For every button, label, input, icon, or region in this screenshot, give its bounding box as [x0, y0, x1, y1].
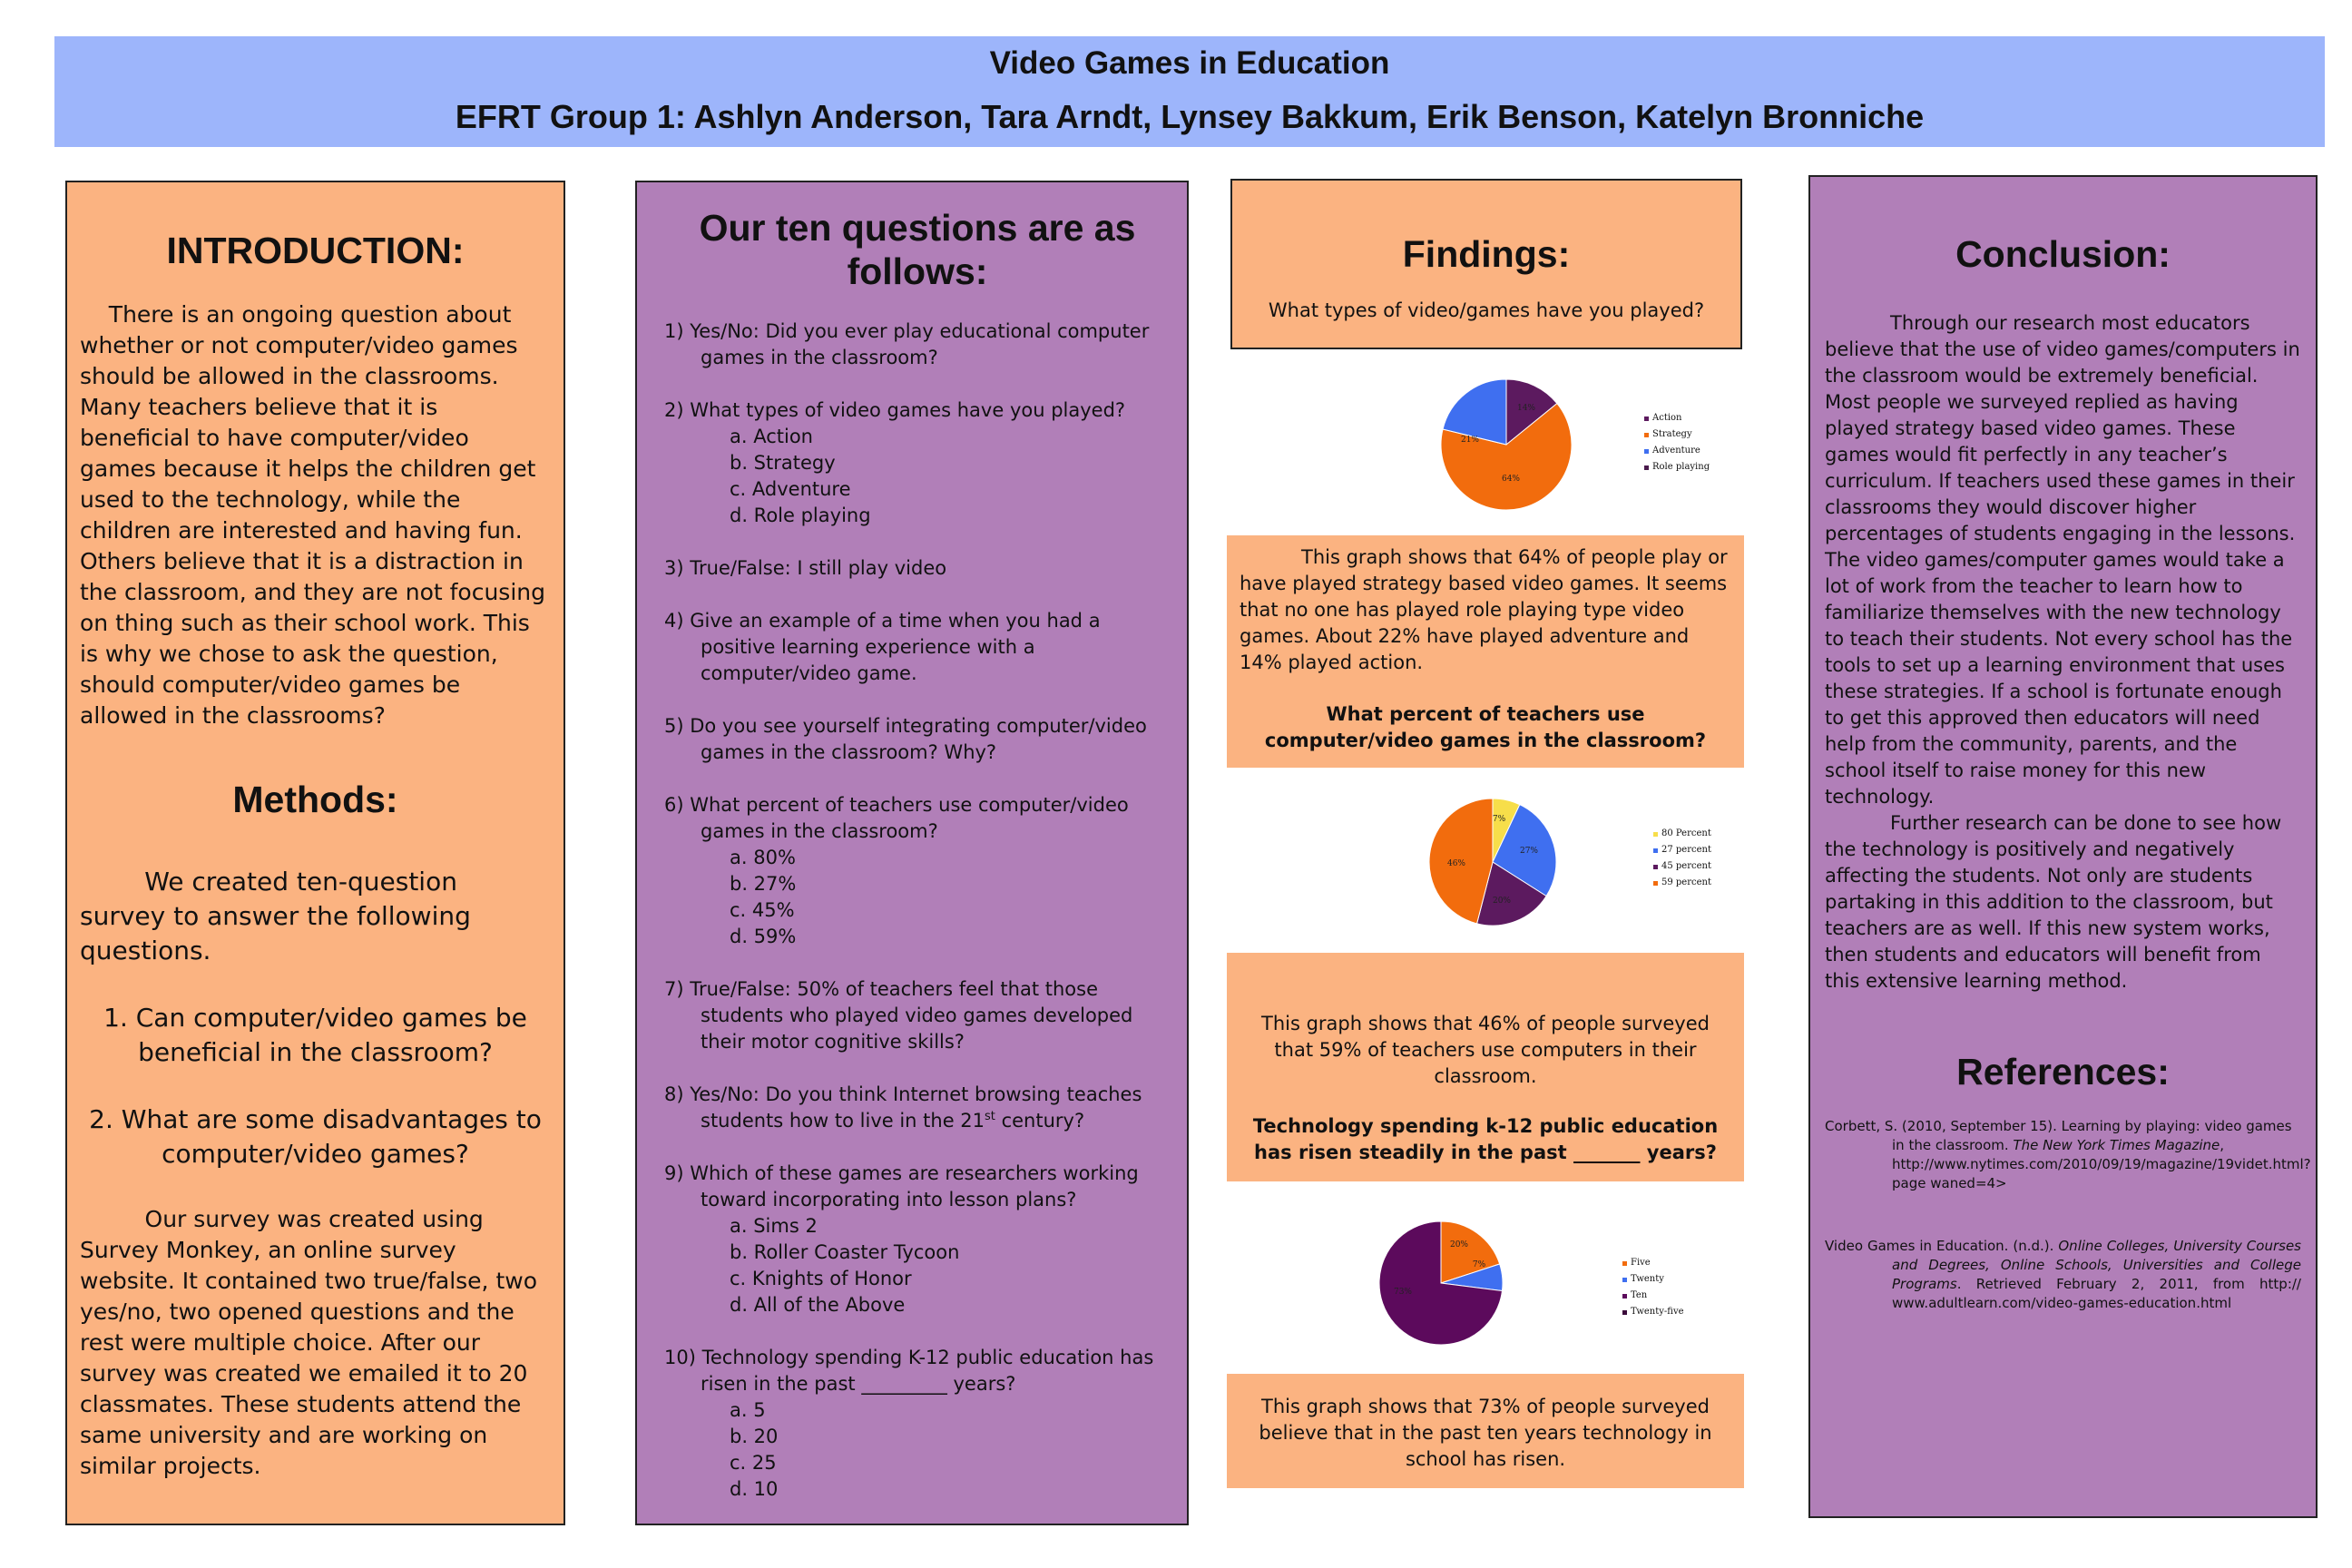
- pie-data-label: 64%: [1501, 475, 1521, 484]
- question-item: [664, 608, 1171, 687]
- question-item: [664, 1161, 1171, 1318]
- legend-label: 27 percent: [1661, 845, 1711, 855]
- pie-data-label: 7%: [1492, 815, 1506, 824]
- question-text-sup: st: [985, 1110, 995, 1123]
- poster-header: [54, 36, 2325, 147]
- question-text-main: 6) What percent of teachers use computer/video games in the classroom?: [664, 794, 1129, 842]
- question-option: b. Strategy: [730, 452, 836, 474]
- question-text-main: 5) Do you see yourself integrating computer/video games in the classroom? Why?: [664, 715, 1147, 763]
- question-option: d. 10: [730, 1478, 779, 1500]
- pie-data-label: 20%: [1449, 1240, 1469, 1250]
- questions-title: Our ten questions are as follows:: [699, 207, 1136, 292]
- legend-entry: [1644, 443, 1710, 459]
- legend-entry: [1644, 459, 1710, 475]
- reference-1-text: Corbett, S. (2010, September 15). Learning by playing: video games in the classroom.: [1825, 1118, 2292, 1153]
- legend-label: Five: [1631, 1258, 1651, 1268]
- methods-title: Methods:: [232, 779, 398, 820]
- legend-entry: [1622, 1304, 1684, 1320]
- findings-panel: [1230, 179, 1742, 349]
- question-text: [664, 976, 1171, 1055]
- legend-entry: [1622, 1255, 1684, 1271]
- legend-swatch: [1653, 881, 1658, 886]
- conclusion-paragraph-2: Further research can be done to see how the technology is positively and negatively affecting the students. Not only are students partaking in this addition to the classroom, but teachers are as well. If this new system works, then students and educators will benefit from this extensive learning method.: [1825, 812, 2282, 992]
- question-item: [664, 555, 1171, 582]
- legend-tech-spending: [1622, 1255, 1684, 1320]
- methods-question-1: 1. Can computer/video games be beneficial in the classroom?: [103, 1003, 527, 1067]
- reference-2: [1825, 1237, 2301, 1313]
- legend-entry: [1653, 858, 1711, 875]
- findings-text-2: This graph shows that 46% of people surveyed that 59% of teachers use computers in their classroom.: [1261, 1013, 1710, 1087]
- reference-2-url: . Retrieved February 2, 2011, from http:// www.adultlearn.com/video-games-education.html: [1892, 1276, 2301, 1311]
- question-option: b. 27%: [730, 873, 797, 895]
- conclusion-paragraph-1: Through our research most educators believe that the use of video games/computers in the classroom would be extremely beneficial. Most people we surveyed replied as having played strategy based video games. These games would fit perfectly in any teacher’s curriculum. If teachers used these games in their classrooms they would discover higher percentages of students engaging in the lessons. The video games/computer games would take a lot of work from the teacher to learn how to familiarize themselves with the new technology to teach their students. Not every school has the tools to set up a learning environment that uses these strategies. If a school is fortunate enough to get this approved then educators will need help from the community, parents, and the school itself to raise money for this new technology.: [1825, 312, 2300, 808]
- legend-label: Twenty-five: [1631, 1307, 1684, 1317]
- legend-entry: [1622, 1288, 1684, 1304]
- legend-swatch: [1644, 449, 1649, 454]
- reference-1-source: The New York Times Magazine: [2013, 1137, 2220, 1153]
- question-option: c. 25: [730, 1452, 777, 1474]
- methods-paragraph: [80, 1204, 551, 1482]
- introduction-text: [80, 299, 551, 731]
- question-text: [664, 1161, 1171, 1213]
- legend-swatch: [1622, 1278, 1627, 1282]
- question-option: a. Sims 2: [730, 1215, 818, 1237]
- conclusion-panel: [1808, 175, 2318, 1518]
- question-text: [664, 713, 1171, 766]
- reference-1: [1825, 1117, 2311, 1193]
- findings-question-3: Technology spending k-12 public education has risen steadily in the past _______ years?: [1252, 1115, 1719, 1163]
- question-text-main: 8) Yes/No: Do you think Internet browsing teaches students how to live in the 21: [664, 1083, 1142, 1132]
- question-item: [664, 976, 1171, 1055]
- question-item: [664, 397, 1171, 529]
- legend-swatch: [1622, 1294, 1627, 1298]
- pie-chart-game-types: [1416, 368, 1597, 522]
- legend-swatch: [1653, 848, 1658, 853]
- legend-label: Adventure: [1652, 446, 1700, 456]
- legend-swatch: [1622, 1310, 1627, 1315]
- pie-data-label: 27%: [1519, 847, 1539, 856]
- question-text-main: 10) Technology spending K-12 public education has risen in the past _________ years?: [664, 1347, 1154, 1395]
- question-item: [664, 1345, 1171, 1503]
- legend-swatch: [1644, 433, 1649, 437]
- legend-label: Role playing: [1652, 462, 1710, 472]
- legend-entry: [1653, 826, 1711, 842]
- question-text: [664, 397, 1171, 424]
- pie-data-label: 14%: [1516, 404, 1536, 413]
- introduction-paragraph: There is an ongoing question about whether or not computer/video games should be allowed in the classrooms. Many teachers believe that it is beneficial to have computer/video games because it helps the children get used to the technology, while the children are interested and having fun. Others believe that it is a distraction in the classroom, and they are not focusing on thing such as their school work. This is why we chose to ask the question, should computer/video games be allowed in the classrooms?: [80, 301, 545, 729]
- question-text: [664, 792, 1171, 845]
- legend-label: 59 percent: [1661, 877, 1711, 887]
- methods-lead-text: We created ten-question survey to answer the following questions.: [80, 867, 471, 965]
- legend-swatch: [1644, 466, 1649, 470]
- question-option: d. All of the Above: [730, 1294, 906, 1316]
- questions-panel: [635, 181, 1189, 1525]
- legend-label: Ten: [1631, 1290, 1648, 1300]
- methods-lead: [80, 865, 551, 968]
- pie-data-label: 73%: [1393, 1288, 1413, 1297]
- question-text-main: 9) Which of these games are researchers working toward incorporating into lesson plans?: [664, 1162, 1139, 1210]
- poster-title: Video Games in Education: [989, 45, 1390, 81]
- pie-chart-tech-spending: [1359, 1210, 1523, 1356]
- legend-label: 45 percent: [1661, 861, 1711, 871]
- legend-label: Action: [1652, 413, 1682, 423]
- legend-label: 80 Percent: [1661, 828, 1711, 838]
- question-text: [664, 1082, 1171, 1134]
- pie-data-label: 21%: [1460, 436, 1480, 445]
- question-text-main: 2) What types of video games have you played?: [664, 399, 1126, 421]
- question-item: [664, 1082, 1171, 1134]
- question-option: a. 80%: [730, 847, 796, 868]
- methods-paragraph-text: Our survey was created using Survey Monkey, an online survey website. It contained two true/false, two yes/no, two opened questions and the rest were multiple choice. After our survey was created we emailed it to 20 classmates. These students attend the same university and are working on similar projects.: [80, 1206, 537, 1479]
- poster-authors: EFRT Group 1: Ashlyn Anderson, Tara Arndt, Lynsey Bakkum, Erik Benson, Katelyn Bronniche: [455, 98, 1925, 135]
- conclusion-title: Conclusion:: [1955, 233, 2171, 275]
- question-option: d. 59%: [730, 926, 797, 947]
- legend-swatch: [1653, 865, 1658, 869]
- findings-question-2: What percent of teachers use computer/video games in the classroom?: [1264, 703, 1707, 751]
- legend-entry: [1653, 842, 1711, 858]
- pie-data-label: 7%: [1472, 1260, 1486, 1269]
- findings-box-1: [1227, 535, 1744, 768]
- legend-entry: [1622, 1271, 1684, 1288]
- findings-box-3: [1227, 1374, 1744, 1488]
- legend-swatch: [1653, 832, 1658, 837]
- findings-box-2: [1227, 953, 1744, 1181]
- legend-game-types: [1644, 410, 1710, 475]
- legend-entry: [1653, 875, 1711, 891]
- legend-label: Strategy: [1652, 429, 1692, 439]
- references-title: References:: [1956, 1051, 2170, 1093]
- conclusion-text: [1825, 310, 2301, 995]
- question-text-tail: century?: [995, 1110, 1085, 1132]
- reference-1-url: , http://www.nytimes.com/2010/09/19/magazine/19videt.html?page waned=4>: [1892, 1137, 2311, 1191]
- question-text-main: 1) Yes/No: Did you ever play educational computer games in the classroom?: [664, 320, 1150, 368]
- question-item: [664, 792, 1171, 950]
- reference-2-source: Online Colleges, University Courses and Degrees, Online Schools, Universities and College Programs: [1892, 1238, 2301, 1292]
- question-option: c. 45%: [730, 899, 795, 921]
- question-text: [664, 318, 1171, 371]
- legend-swatch: [1622, 1261, 1627, 1266]
- question-text-main: 3) True/False: I still play video: [664, 557, 947, 579]
- introduction-panel: [65, 181, 565, 1525]
- question-item: [664, 713, 1171, 766]
- question-text-main: 7) True/False: 50% of teachers feel that those students who played video games developed their motor cognitive skills?: [664, 978, 1133, 1053]
- question-option: c. Knights of Honor: [730, 1268, 912, 1289]
- pie-data-label: 46%: [1446, 859, 1466, 868]
- question-text-main: 4) Give an example of a time when you had a positive learning experience with a computer/video game.: [664, 610, 1101, 684]
- question-option: a. Action: [730, 426, 813, 447]
- question-text: [664, 1345, 1171, 1397]
- questions-list: [664, 318, 1171, 1503]
- pie-data-label: 20%: [1492, 897, 1512, 906]
- findings-text-3: This graph shows that 73% of people surveyed believe that in the past ten years technology in school has risen.: [1259, 1396, 1712, 1470]
- legend-teacher-percent: [1653, 826, 1711, 891]
- reference-2-text: Video Games in Education. (n.d.).: [1825, 1238, 2059, 1254]
- legend-entry: [1644, 426, 1710, 443]
- findings-question-1: What types of video/games have you played?: [1268, 299, 1705, 321]
- pie-chart-teacher-percent: [1416, 789, 1570, 935]
- findings-title: Findings:: [1402, 233, 1571, 275]
- question-option: a. 5: [730, 1399, 766, 1421]
- question-option: b. 20: [730, 1426, 779, 1447]
- legend-swatch: [1644, 416, 1649, 421]
- introduction-title: INTRODUCTION:: [166, 230, 465, 271]
- findings-text-1: This graph shows that 64% of people play or have played strategy based video games. It seems that no one has played role playing type video games. About 22% have played adventure and 14% played action.: [1240, 546, 1728, 673]
- question-text: [664, 555, 1171, 582]
- legend-entry: [1644, 410, 1710, 426]
- question-option: c. Adventure: [730, 478, 851, 500]
- methods-question-2: 2. What are some disadvantages to computer/video games?: [89, 1104, 542, 1169]
- question-option: b. Roller Coaster Tycoon: [730, 1241, 960, 1263]
- question-item: [664, 318, 1171, 371]
- question-text: [664, 608, 1171, 687]
- legend-label: Twenty: [1631, 1274, 1664, 1284]
- question-option: d. Role playing: [730, 505, 871, 526]
